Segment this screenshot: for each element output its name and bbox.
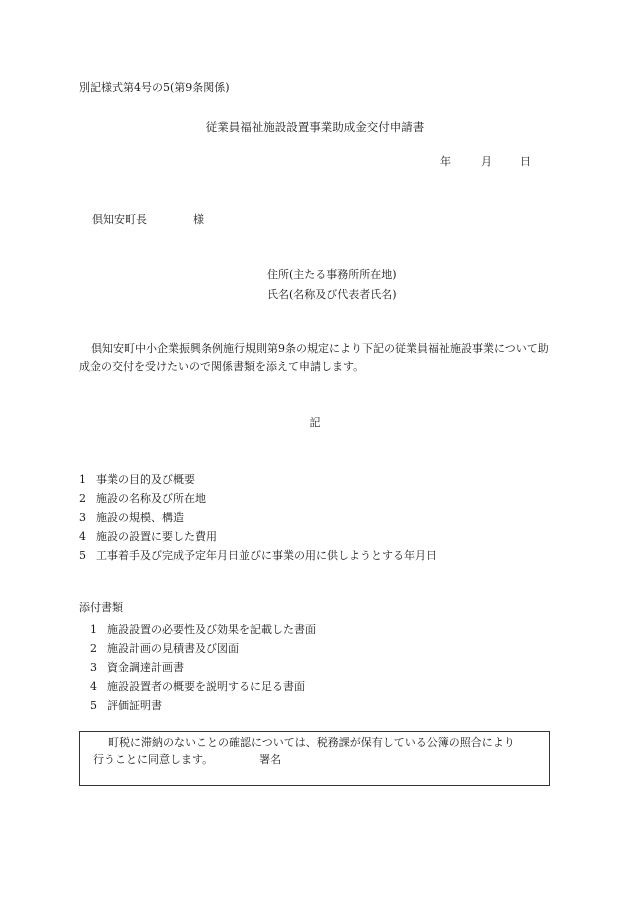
date-month: 月 xyxy=(481,155,492,168)
attachments-heading: 添付書類 xyxy=(79,601,123,614)
date-day: 日 xyxy=(520,155,531,168)
consent-line-2: 行うことに同意します。 署名 xyxy=(93,753,282,766)
consent-box xyxy=(79,731,550,786)
list-item: 2 施設の名称及び所在地 xyxy=(79,492,206,505)
list-item: 4 施設の設置に要した費用 xyxy=(79,530,217,543)
attachments-list xyxy=(90,620,316,715)
recipient-honorific: 様 xyxy=(193,213,204,226)
list-item: 1 事業の目的及び概要 xyxy=(79,473,195,486)
list-item: 5 工事着手及び完成予定年月日並びに事業の用に供しようとする年月日 xyxy=(79,549,437,562)
list-item: 5 評価証明書 xyxy=(90,699,162,712)
list-item: 1 施設設置の必要性及び効果を記載した書面 xyxy=(90,623,316,636)
list-item: 3 資金調達計画書 xyxy=(90,661,184,674)
applicant-name-label: 氏名(名称及び代表者氏名) xyxy=(267,288,397,301)
date-year: 年 xyxy=(440,155,451,168)
list-item: 4 施設設置者の概要を説明するに足る書面 xyxy=(90,680,305,693)
consent-line-1: 町税に滞納のないことの確認については、税務課が保有している公簿の照合により xyxy=(108,736,515,749)
applicant-address-label: 住所(主たる事務所所在地) xyxy=(267,268,397,281)
ki-heading: 記 xyxy=(309,416,321,429)
body-text: 倶知安町中小企業振興条例施行規則第9条の規定により下記の従業員福祉施設事業について助成金の交付を受けたいので関係書類を添えて申請します。 xyxy=(79,342,549,373)
form-id: 別記様式第4号の5(第9条関係) xyxy=(79,81,230,94)
date-line xyxy=(440,154,531,170)
recipient xyxy=(92,212,204,228)
items-list xyxy=(79,470,437,565)
list-item: 2 施設計画の見積書及び図面 xyxy=(90,642,239,655)
document-title: 従業員福祉施設設置事業助成金交付申請書 xyxy=(205,120,425,134)
list-item: 3 施設の規模、構造 xyxy=(79,511,184,524)
recipient-name: 倶知安町長 xyxy=(92,213,147,226)
signature-label: 署名 xyxy=(259,753,282,766)
